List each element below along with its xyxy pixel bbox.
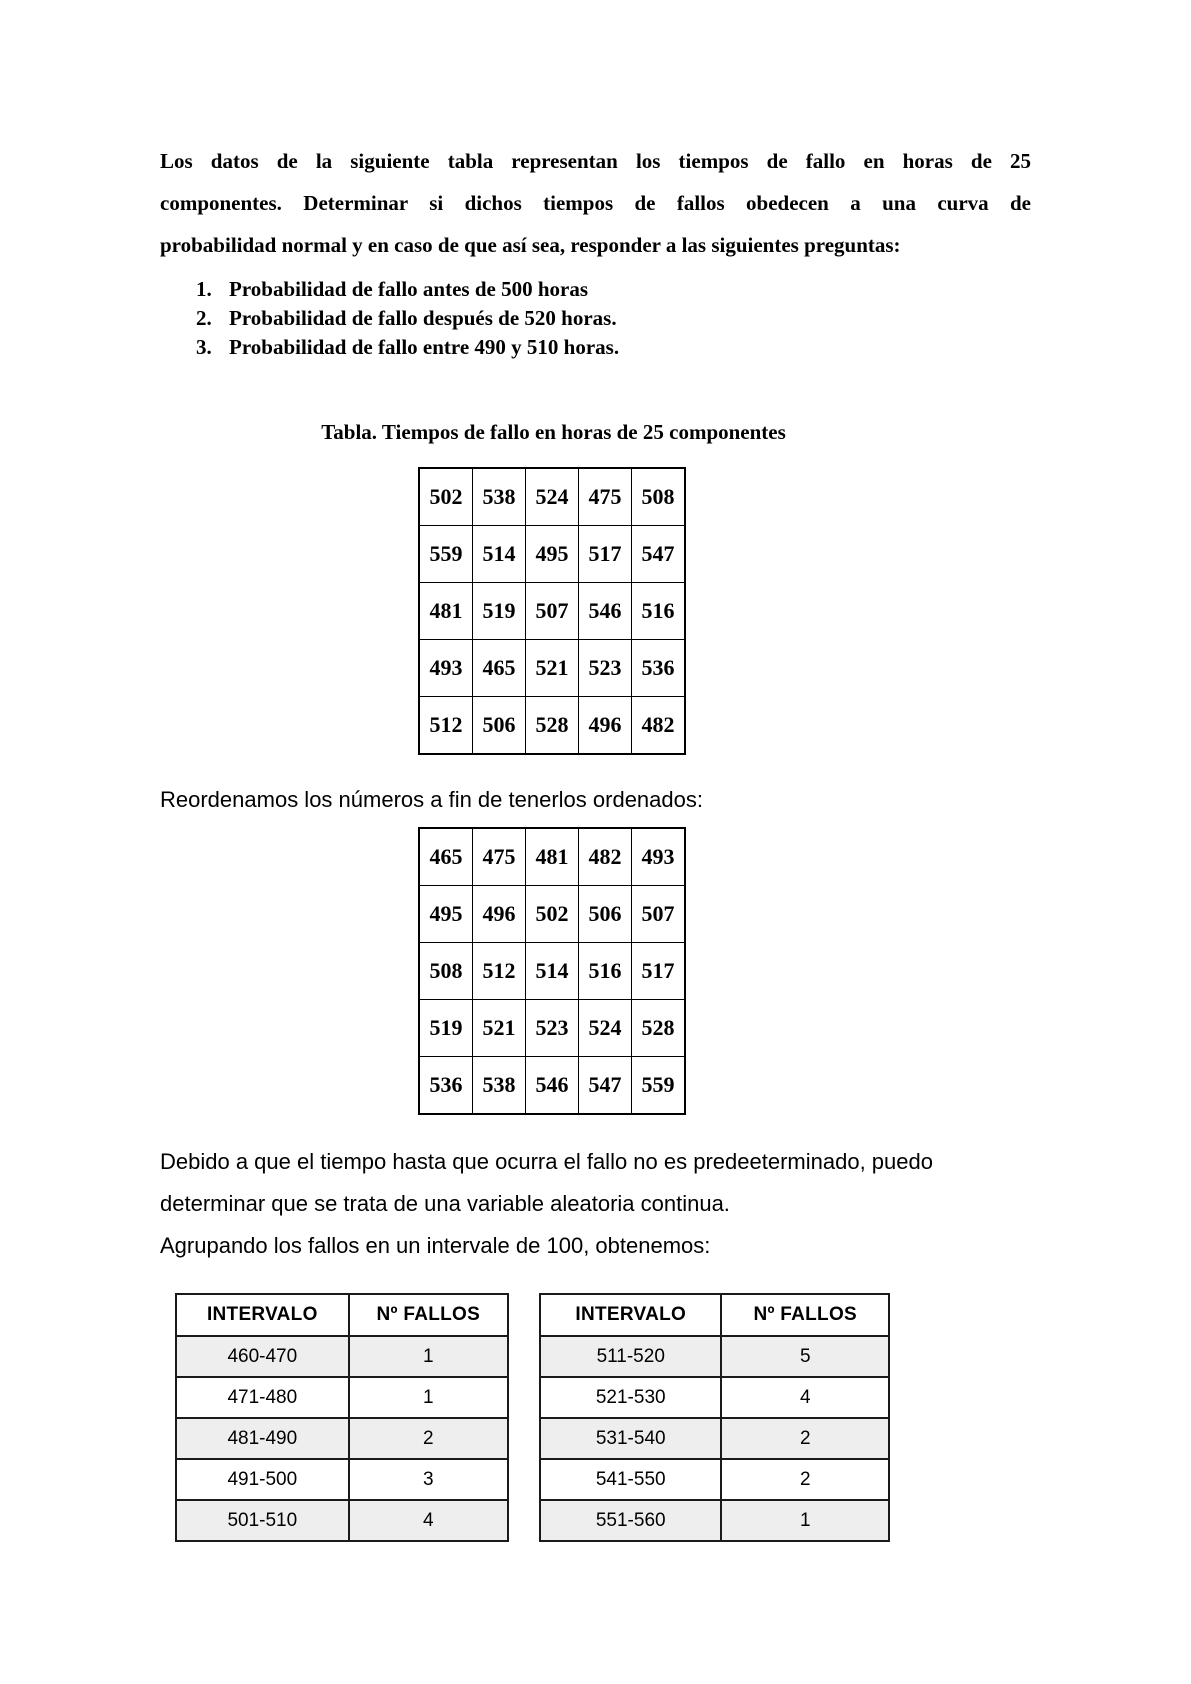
table-row [419,583,685,640]
table-cell: 491-500 [176,1459,349,1500]
table-row [419,1057,685,1115]
table-cell: 465 [419,828,473,886]
paragraph-line-1: Debido a que el tiempo hasta que ocurra el fallo no es predeeterminado, puedo [160,1149,933,1174]
table-row [176,1418,508,1459]
grouping-text: Agrupando los fallos en un intervale de 100, obtenemos: [160,1233,711,1258]
table-cell: 546 [526,1057,579,1115]
question-number: 1. [196,277,212,301]
question-item-3 [196,333,1031,362]
table-row [540,1336,889,1377]
table-row [540,1418,889,1459]
table-cell: 516 [632,583,686,640]
table-header-row [176,1294,508,1336]
table-row [176,1377,508,1418]
table-cell: 507 [632,886,686,943]
table-cell: 471-480 [176,1377,349,1418]
table-cell: 524 [526,468,579,526]
question-number: 2. [196,306,212,330]
table-cell: 4 [721,1377,889,1418]
table-cell: 460-470 [176,1336,349,1377]
table-cell: 523 [526,1000,579,1057]
table-cell: 523 [579,640,632,697]
table-cell: 508 [419,943,473,1000]
table-cell: 481 [419,583,473,640]
failures-header: Nº FALLOS [721,1294,889,1336]
table-cell: 541-550 [540,1459,721,1500]
table-row [176,1459,508,1500]
table-cell: 495 [526,526,579,583]
table-caption: Tabla. Tiempos de fallo en horas de 25 componentes [321,420,786,444]
table-header-row [540,1294,889,1336]
table-row [419,943,685,1000]
intro-paragraph [160,140,1031,266]
table-cell: 521 [526,640,579,697]
table-cell: 506 [473,697,526,755]
table-row [419,886,685,943]
table-cell: 502 [419,468,473,526]
sorted-failure-times-table [418,827,686,1115]
table-cell: 514 [473,526,526,583]
continuous-variable-paragraph [160,1141,1031,1267]
paragraph-line-2: determinar que se trata de una variable aleatoria continua. [160,1191,730,1216]
table-cell: 495 [419,886,473,943]
table-row [176,1500,508,1541]
question-text: Probabilidad de fallo antes de 500 horas [229,277,588,301]
table-cell: 516 [579,943,632,1000]
question-list [160,275,1031,362]
table-cell: 536 [419,1057,473,1115]
table-row [419,828,685,886]
table-cell: 508 [632,468,686,526]
table-cell: 528 [526,697,579,755]
intro-line-1: Los datos de la siguiente tabla representan los tiempos de fallo en horas de 25 [160,149,1031,173]
table-cell: 2 [721,1459,889,1500]
table-cell: 496 [473,886,526,943]
frequency-tables [175,1293,1031,1542]
table-cell: 517 [579,526,632,583]
question-item-1 [196,275,1031,304]
interval-header: INTERVALO [176,1294,349,1336]
table-cell: 2 [721,1418,889,1459]
table-cell: 4 [349,1500,508,1541]
reorder-text: Reordenamos los números a fin de tenerlos ordenados: [160,787,703,812]
table-cell: 511-520 [540,1336,721,1377]
table-cell: 2 [349,1418,508,1459]
table-cell: 521 [473,1000,526,1057]
table-cell: 536 [632,640,686,697]
table-cell: 506 [579,886,632,943]
table-cell: 517 [632,943,686,1000]
table-row [419,640,685,697]
table-cell: 528 [632,1000,686,1057]
table-cell: 5 [721,1336,889,1377]
table-cell: 482 [632,697,686,755]
question-text: Probabilidad de fallo entre 490 y 510 horas. [229,335,620,359]
table-cell: 1 [721,1500,889,1541]
table-cell: 524 [579,1000,632,1057]
table-row [419,697,685,755]
table-cell: 501-510 [176,1500,349,1541]
table-cell: 493 [419,640,473,697]
frequency-table-right [539,1293,890,1542]
frequency-table-left [175,1293,509,1542]
table-cell: 559 [632,1057,686,1115]
table-cell: 475 [579,468,632,526]
table-cell: 519 [473,583,526,640]
table-cell: 465 [473,640,526,697]
intro-line-2: componentes. Determinar si dichos tiempos de fallos obedecen a una curva de [160,191,1031,215]
table-cell: 1 [349,1336,508,1377]
table-cell: 502 [526,886,579,943]
table-cell: 521-530 [540,1377,721,1418]
table-cell: 512 [419,697,473,755]
table-row [419,1000,685,1057]
table-row [176,1336,508,1377]
table-row [419,468,685,526]
table-cell: 496 [579,697,632,755]
table-cell: 482 [579,828,632,886]
table-cell: 475 [473,828,526,886]
table-cell: 546 [579,583,632,640]
table-cell: 519 [419,1000,473,1057]
table-cell: 514 [526,943,579,1000]
table-cell: 3 [349,1459,508,1500]
table-cell: 493 [632,828,686,886]
question-text: Probabilidad de fallo después de 520 horas. [229,306,617,330]
table-cell: 547 [632,526,686,583]
intro-line-3: probabilidad normal y en caso de que así sea, responder a las siguientes preguntas: [160,233,901,257]
table-cell: 531-540 [540,1418,721,1459]
table-cell: 481-490 [176,1418,349,1459]
table-cell: 507 [526,583,579,640]
table-row [419,526,685,583]
question-number: 3. [196,335,212,359]
table-row [540,1500,889,1541]
table-cell: 547 [579,1057,632,1115]
failure-times-table [418,467,686,755]
question-item-2 [196,304,1031,333]
interval-header: INTERVALO [540,1294,721,1336]
table-row [540,1459,889,1500]
failures-header: Nº FALLOS [349,1294,508,1336]
table-cell: 551-560 [540,1500,721,1541]
table-cell: 538 [473,1057,526,1115]
table-cell: 538 [473,468,526,526]
table-cell: 481 [526,828,579,886]
table-cell: 559 [419,526,473,583]
table-cell: 512 [473,943,526,1000]
table-cell: 1 [349,1377,508,1418]
table-row [540,1377,889,1418]
